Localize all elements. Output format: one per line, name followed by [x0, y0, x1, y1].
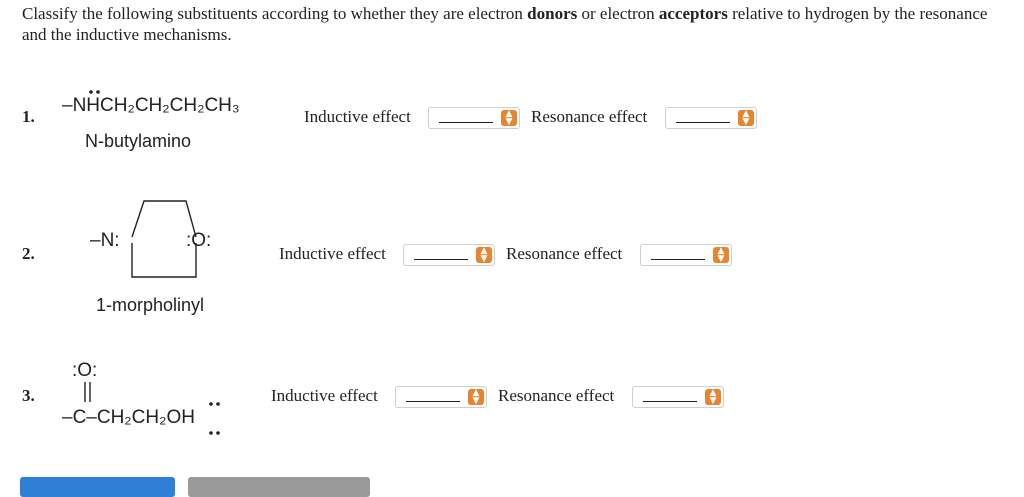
inductive-label-2: Inductive effect	[279, 244, 386, 263]
chevron-updown-icon: ▲ ▼	[738, 110, 754, 126]
formula-n-butylamino	[62, 95, 240, 117]
lone-pair-dots	[86, 88, 106, 98]
resonance-label-3: Resonance effect	[498, 386, 615, 405]
resonance-select-1[interactable]	[665, 107, 757, 129]
inductive-select-1[interactable]	[428, 107, 520, 129]
chevron-updown-icon: ▲ ▼	[705, 389, 721, 405]
oxygen-lone-pairs	[202, 400, 232, 440]
resonance-label-2: Resonance effect	[506, 244, 623, 263]
substituent-name-2: 1-morpholinyl	[96, 295, 205, 315]
resonance-select-3[interactable]	[632, 386, 724, 408]
formula-hydroxyethyl-carbonyl: –C–CH₂CH₂OH	[62, 407, 195, 428]
substituent-name-1: N-butylamino	[85, 131, 192, 151]
oxygen-atom: :O:	[186, 230, 212, 251]
question-text: Classify the following substituents according to whether they are electron donors or electron acceptors relative to hydrogen by the resonance and the inductive mechanisms.	[22, 4, 988, 44]
resonance-label-1: Resonance effect	[531, 107, 648, 126]
inductive-label-1: Inductive effect	[304, 107, 411, 126]
item-number-3: 3.	[22, 386, 35, 405]
inductive-label-3: Inductive effect	[271, 386, 378, 405]
chevron-updown-icon: ▲ ▼	[501, 110, 517, 126]
nitrogen-atom: –N:	[90, 230, 120, 251]
submit-button[interactable]	[20, 477, 175, 497]
inductive-select-2[interactable]	[403, 244, 495, 266]
secondary-button[interactable]	[188, 477, 370, 497]
chevron-updown-icon: ▲ ▼	[468, 389, 484, 405]
resonance-select-2[interactable]	[640, 244, 732, 266]
double-bond	[83, 382, 93, 404]
item-number-1: 1.	[22, 107, 35, 126]
item-number-2: 2.	[22, 244, 35, 263]
inductive-select-3[interactable]	[395, 386, 487, 408]
formula-text: –NHCH₂CH₂CH₂CH₃	[62, 95, 240, 116]
chevron-updown-icon: ▲ ▼	[476, 247, 492, 263]
chevron-updown-icon: ▲ ▼	[713, 247, 729, 263]
carbonyl-oxygen: :O:	[72, 360, 98, 381]
